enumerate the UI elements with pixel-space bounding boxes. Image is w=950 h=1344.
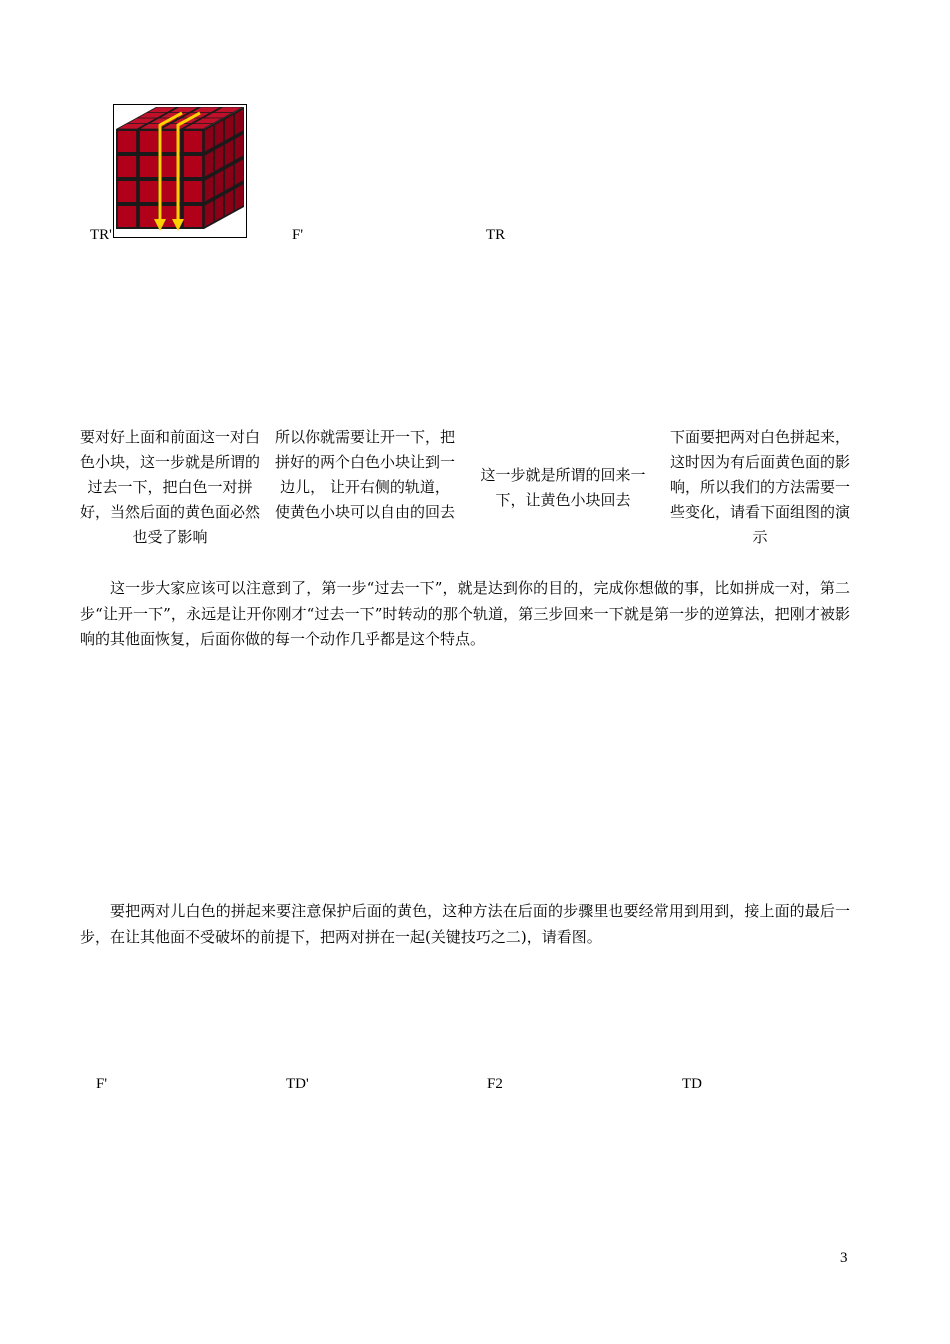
cube-front-face-sticker [118,206,136,227]
cube-front-face-sticker [184,131,202,152]
cube-front-face-sticker [184,156,202,177]
move-label-7: TD [682,1076,702,1092]
cube-front-face-sticker [118,156,136,177]
cube-front-face-sticker [184,181,202,202]
page-number: 3 [840,1250,848,1266]
move-label-2: F' [292,227,304,243]
caption-2: 所以你就需要让开一下，把拼好的两个白色小块让到一边儿， 让开右侧的轨道，使黄色小块可以自由的回去 [274,428,455,521]
move-label-4: F' [96,1076,108,1092]
cube-front-face-sticker [118,181,136,202]
caption-1: 要对好上面和前面这一对白色小块，这一步就是所谓的过去一下，把白色一对拼好，当然后面的黄色面必然也受了影响 [79,428,260,546]
cube-front-face-sticker [118,131,136,152]
move-label-5: TD' [286,1076,309,1092]
caption-4: 下面要把两对白色拼起来，这时因为有后面黄色面的影响，所以我们的方法需要一些变化，请看下面组图的演示 [669,428,850,546]
body-paragraph-1: 这一步大家应该可以注意到了，第一步“过去一下”，就是达到你的目的，完成你想做的事，比如拼成一对，第二步“让开一下”，永远是让开你刚才“过去一下”时转动的那个轨道，第三步回来一下就是第一步的逆算法，把刚才被影响的其他面恢复，后面你做的每一个动作几乎都是这个特点。 [80,579,850,648]
cube-front-face-sticker [140,131,158,152]
cube-front-face-sticker [184,206,202,227]
move-label-1: TR' [90,227,112,243]
caption-3: 这一步就是所谓的回来一下，让黄色小块回去 [480,466,646,509]
cube-front-face-sticker [140,156,158,177]
cube-illustration [113,104,247,238]
cube-front-face-sticker [140,181,158,202]
cube-front-face-sticker [140,206,158,227]
rubiks-cube-icon [114,105,246,237]
body-paragraph-2: 要把两对儿白色的拼起来要注意保护后面的黄色，这种方法在后面的步骤里也要经常用到用到，接上面的最后一步，在让其他面不受破坏的前提下，把两对拼在一起(关键技巧之二)，请看图。 [80,902,850,946]
move-label-6: F2 [487,1076,503,1092]
move-label-3: TR [486,227,506,243]
